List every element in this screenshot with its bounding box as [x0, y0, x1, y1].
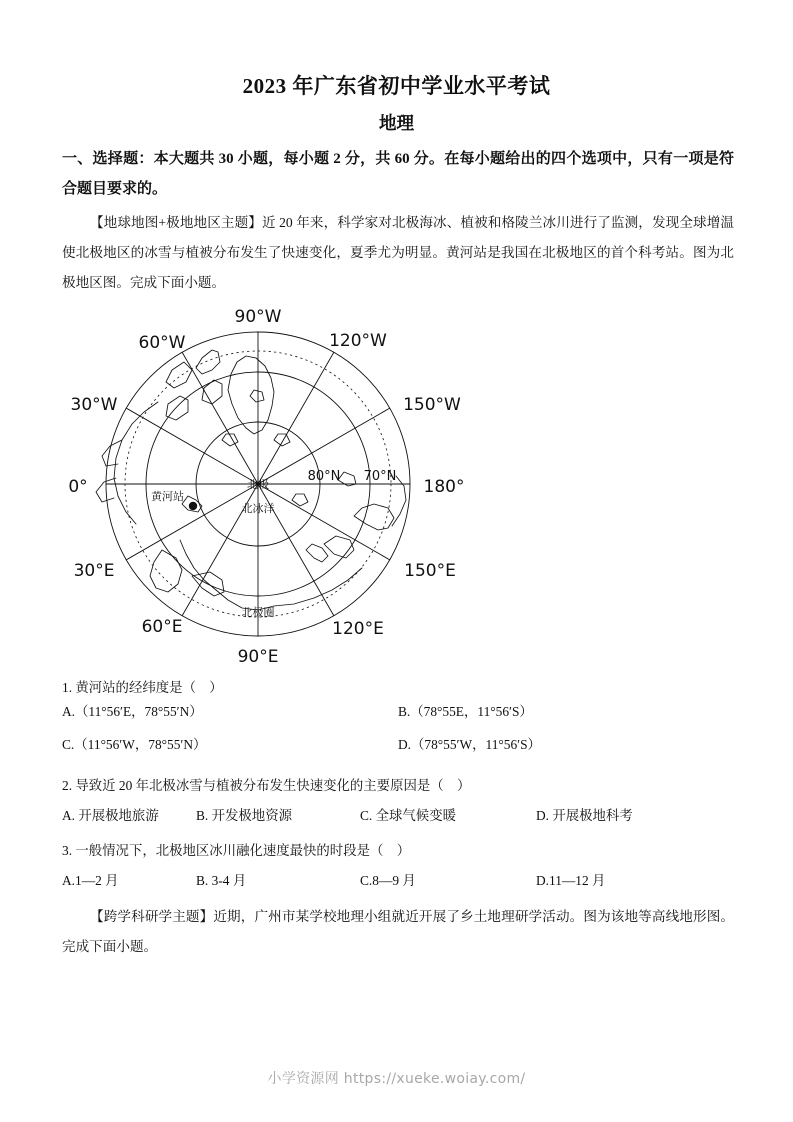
question-1-option-a[interactable]: A.（11°56′E，78°55′N） [62, 704, 203, 719]
page-title: 2023 年广东省初中学业水平考试 [242, 74, 551, 98]
question-1 [62, 676, 738, 766]
label-80n: 80°N [307, 469, 341, 484]
question-3-option-a[interactable]: A.1—2 月 [62, 873, 119, 888]
label-30w: 30°W [70, 395, 118, 415]
label-70n: 70°N [363, 469, 397, 484]
question-2-option-c[interactable]: C. 全球气候变暖 [360, 808, 456, 823]
question-2-stem: 2. 导致近 20 年北极冰雪与植被分布发生快速变化的主要原因是（ ） [62, 778, 471, 793]
map-place-labels [151, 477, 275, 619]
map-latitude-labels [308, 469, 397, 484]
label-north-pole: 北极 [247, 478, 269, 491]
label-60e: 60°E [141, 617, 183, 637]
label-0: 0° [68, 477, 88, 497]
question-1-option-c[interactable]: C.（11°56′W，78°55′N） [62, 737, 207, 752]
question-1-option-d[interactable]: D.（78°55′W，11°56′S） [398, 737, 541, 752]
question-1-option-b[interactable]: B.（78°55E，11°56′S） [398, 704, 533, 719]
huanghe-station-marker [189, 502, 197, 510]
label-30e: 30°E [73, 561, 115, 581]
label-150e: 150°E [404, 561, 456, 581]
question-3 [62, 839, 738, 893]
label-120w: 120°W [329, 331, 387, 351]
label-90w: 90°W [234, 307, 282, 327]
section-heading: 一、选择题：本大题共 30 小题，每小题 2 分，共 60 分。在每小题给出的四个选项中，只有一项是符合题目要求的。 [62, 151, 734, 197]
label-180: 180° [423, 477, 465, 497]
question-3-stem: 3. 一般情况下，北极地区冰川融化速度最快的时段是（ ） [62, 843, 411, 858]
question-2 [62, 774, 738, 828]
question-1-stem: 1. 黄河站的经纬度是（ ） [62, 680, 223, 695]
label-90e: 90°E [237, 647, 279, 667]
label-huanghe-station: 黄河站 [151, 490, 184, 503]
label-arctic-circle: 北极圈 [241, 606, 275, 619]
arctic-region-map-figure [62, 300, 482, 672]
passage-fieldwork: 【跨学科研学主题】近期，广州市某学校地理小组就近开展了乡土地理研学活动。图为该地等高线地形图。完成下面小题。 [62, 909, 734, 954]
label-120e: 120°E [332, 619, 384, 639]
question-3-option-b[interactable]: B. 3-4 月 [196, 873, 247, 888]
question-2-option-d[interactable]: D. 开展极地科考 [536, 808, 633, 823]
question-2-option-a[interactable]: A. 开展极地旅游 [62, 808, 159, 823]
watermark: 小学资源网 https://xueke.woiay.com/ [267, 1071, 526, 1087]
question-2-option-b[interactable]: B. 开发极地资源 [196, 808, 292, 823]
passage-polar-regions: 【地球地图+极地地区主题】近 20 年来，科学家对北极海冰、植被和格陵兰冰川进行了监测，发现全球增温使北极地区的冰雪与植被分布发生了快速变化，夏季尤为明显。黄河站是我国在北极地区的首个科考站。图为北极地区图。完成下面小题。 [62, 215, 734, 290]
label-60w: 60°W [138, 333, 186, 353]
subject-title: 地理 [379, 113, 414, 133]
label-150w: 150°W [403, 395, 461, 415]
question-3-option-c[interactable]: C.8—9 月 [360, 873, 416, 888]
label-arctic-ocean: 北冰洋 [241, 502, 275, 515]
question-3-option-d[interactable]: D.11—12 月 [536, 873, 606, 888]
